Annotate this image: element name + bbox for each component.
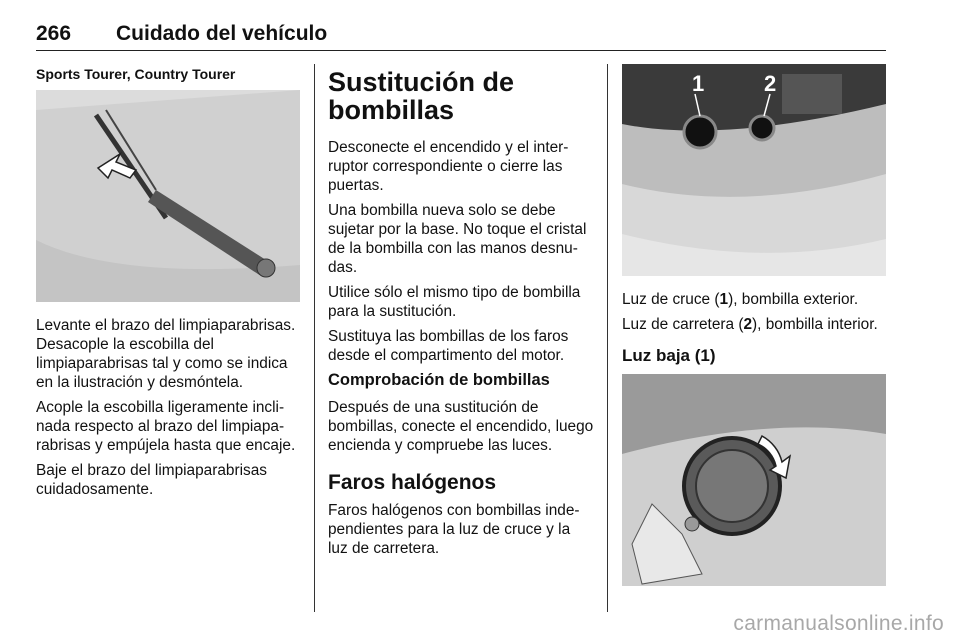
- section-title: Cuidado del vehículo: [116, 22, 328, 45]
- column-1: [36, 64, 300, 505]
- paragraph: Después de una sustitución de bombillas, conecte el encendido, luego encienda y compruebe las luces.: [328, 399, 594, 454]
- wiper-illustration: [36, 90, 300, 302]
- paragraph: Levante el brazo del limpiaparabrisas. Desacople la escobilla del limpiaparabrisas tal y como se indica en la ilustración y desmóntela.: [36, 317, 296, 391]
- header-divider: [36, 50, 886, 51]
- headlight-illustration: [622, 64, 886, 276]
- caption-number: 2: [743, 316, 753, 333]
- paragraph: Acople la escobilla ligeramente inclinada respecto al brazo del limpiaparabrisas y empújela hasta que encaje.: [36, 399, 296, 454]
- watermark: carmanualsonline.info: [733, 612, 944, 635]
- paragraph: Desconecte el encendido y el interruptor correspondiente o cierre las puertas.: [328, 139, 569, 194]
- paragraph: Sustituya las bombillas de los faros desde el compartimento del motor.: [328, 328, 569, 364]
- caption: [622, 315, 886, 334]
- column-3: [622, 64, 886, 586]
- caption-text: ), bombilla exterior.: [728, 291, 859, 308]
- column-divider-1: [314, 64, 315, 612]
- column-divider-2: [607, 64, 608, 612]
- main-heading: Sustitución de bombillas: [328, 67, 515, 125]
- subheading: Comprobación de bombillas: [328, 371, 550, 389]
- paragraph: Una bombilla nueva solo se debe sujetar por la base. No toque el cristal de la bombilla con las manos desnudas.: [328, 202, 587, 276]
- column-2: [328, 64, 594, 564]
- caption-text: ), bombilla interior.: [752, 316, 878, 333]
- figure-label: 2: [764, 71, 777, 96]
- model-subhead: Sports Tourer, Country Tourer: [36, 66, 236, 82]
- figure-label: 1: [692, 71, 705, 96]
- caption: [622, 290, 886, 309]
- paragraph: Utilice sólo el mismo tipo de bombilla para la sustitución.: [328, 284, 581, 320]
- paragraph: Faros halógenos con bombillas independientes para la luz de cruce y la luz de carretera.: [328, 502, 580, 557]
- low-beam-heading: Luz baja (1): [622, 346, 716, 365]
- caption-number: 1: [719, 291, 729, 308]
- low-beam-bulb-illustration: [622, 374, 886, 586]
- heading-halogen: Faros halógenos: [328, 471, 497, 494]
- page-header: [36, 22, 886, 50]
- caption-text: Luz de carretera (: [622, 316, 744, 333]
- caption-text: Luz de cruce (: [622, 291, 720, 308]
- paragraph: Baje el brazo del limpiaparabrisas cuidadosamente.: [36, 462, 267, 498]
- page-number: 266: [36, 22, 72, 45]
